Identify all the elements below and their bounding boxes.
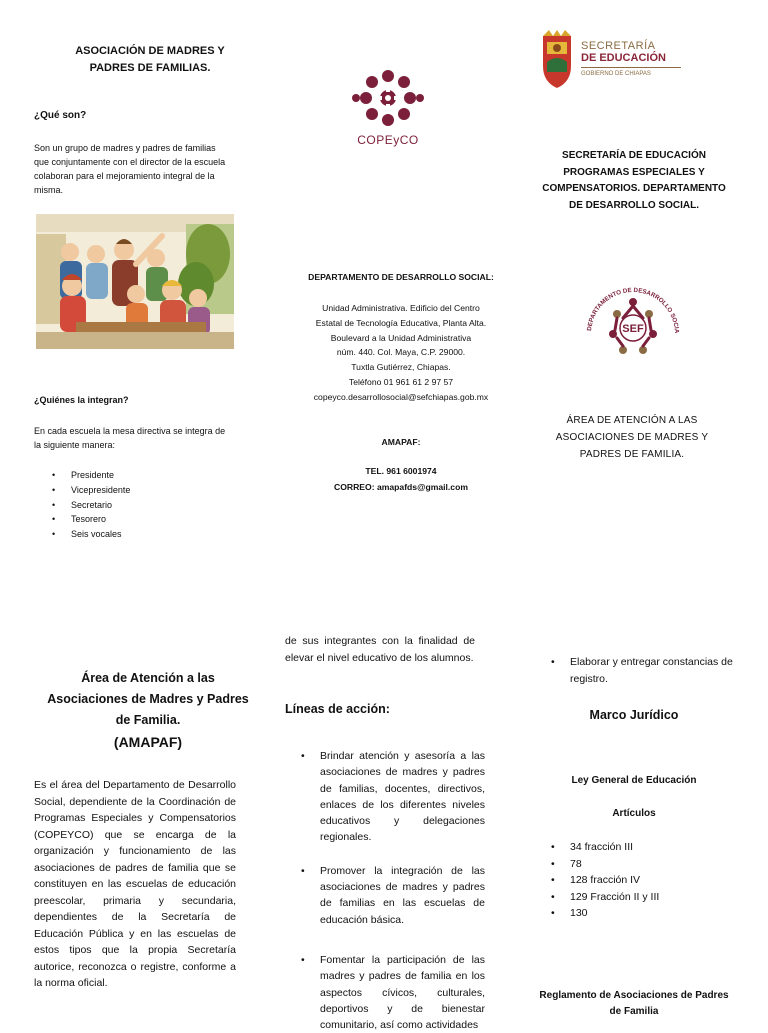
sef-logo-line2: DE EDUCACIÓN — [581, 52, 666, 64]
address-line: Boulevard a la Unidad Administrativa — [330, 332, 472, 343]
address-line: Tuxtla Gutiérrez, Chiapas. — [351, 362, 451, 373]
area-atencion-heading: ÁREA DE ATENCIÓN A LAS ASOCIACIONES DE MADRES Y PADRES DE FAMILIA. — [555, 415, 709, 460]
ley-heading: Ley General de Educación — [571, 775, 697, 786]
reglamento-heading: Reglamento de Asociaciones de Padres de Familia — [539, 990, 729, 1017]
sef-logo-line3: GOBIERNO DE CHIAPAS — [581, 67, 681, 78]
list-item: • Promover la integración de las asociaciones de madres y padres de familias en las escuelas de educación básica. — [285, 863, 485, 928]
address-line: núm. 440. Col. Maya, C.P. 29000. — [336, 347, 466, 358]
articulos-list — [535, 839, 735, 922]
list-item: • 130 — [535, 905, 735, 922]
sef-chiapas-logo — [537, 28, 677, 90]
marco-juridico-heading: Marco Jurídico — [589, 708, 679, 722]
lineas-accion-list — [285, 748, 485, 1033]
sef-logo-line1: SECRETARÍA — [581, 40, 656, 52]
sef-desarrollo-social-seal — [583, 284, 683, 372]
amapaf-acronym: (AMAPAF) — [113, 734, 183, 750]
sef-seal-label: SEF — [622, 323, 644, 335]
dept-heading: DEPARTAMENTO DE DESARROLLO SOCIAL: — [308, 272, 494, 282]
list-item: • Brindar atención y asesoría a las asociaciones de madres y padres de familias, docentes, directivos, enlaces de los diferentes niveles educativos y delegaciones regionales. — [285, 748, 485, 846]
amapaf-tel: TEL. 961 6001974 — [365, 466, 437, 476]
list-item: • Vicepresidente — [36, 483, 216, 498]
copeyco-logo — [348, 68, 428, 148]
continued-text: de sus integrantes con la finalidad de elevar el nivel educativo de los alumnos. — [285, 635, 475, 664]
copeyco-logo-text: COPEyCO — [357, 133, 419, 147]
list-item: • 78 — [535, 856, 735, 873]
lineas-accion-heading: Líneas de acción: — [285, 702, 390, 716]
phone: Teléfono 01 961 61 2 97 57 — [348, 376, 454, 387]
amapaf-label: AMAPAF: — [381, 437, 421, 447]
list-item: • Presidente — [36, 468, 216, 483]
list-item: • Elaborar y entregar constancias de registro. — [535, 654, 735, 687]
list-item: • Seis vocales — [36, 527, 216, 542]
address-block — [286, 301, 516, 405]
amapaf-description: Es el área del Departamento de Desarrollo Social, dependiente de la Coordinación de Programas Especiales y Compensatorios (COPEYCO) que se encarga de la organización y funcionamiento de las asociaciones de padres de familia que se constituyen en las escuelas de educación preescolar, primaria y secundaria, dependientes de la Secretaría de Educación Pública y en las escuelas de estos tipos que la propia Secretaría autorice, reconozca o registre, conforme a la norma oficial. — [34, 779, 236, 989]
list-item: • Secretario — [36, 498, 216, 513]
list-item: • Fomentar la participación de las madres y padres de familia en los aspectos cívicos, culturales, deportivos y de bienestar comunitario, así como actividades — [285, 952, 485, 1033]
list-item: • Tesorero — [36, 512, 216, 527]
parents-meeting-illustration — [36, 214, 234, 349]
que-son-heading: ¿Qué son? — [34, 110, 87, 121]
list-item: • 34 fracción III — [535, 839, 735, 856]
list-item: • 128 fracción IV — [535, 872, 735, 889]
list-item: • 129 Fracción II y III — [535, 889, 735, 906]
secretaria-heading: SECRETARÍA DE EDUCACIÓN PROGRAMAS ESPECIALES Y COMPENSATORIOS. DEPARTAMENTO DE DESARROLLO SOCIAL. — [542, 150, 726, 211]
members-list — [36, 468, 216, 542]
email: copeyco.desarrollosocial@sefchiapas.gob.mx — [313, 391, 489, 402]
amapaf-email: CORREO: amapafds@gmail.com — [334, 482, 468, 492]
funciones-list — [535, 654, 735, 687]
address-line: Estatal de Tecnología Educativa, Planta Alta. — [315, 317, 487, 328]
address-line: Unidad Administrativa. Edificio del Centro — [322, 303, 480, 313]
panel1-title: ASOCIACIÓN DE MADRES Y PADRES DE FAMILIAS. — [75, 45, 225, 74]
seal-arc-text: DEPARTAMENTO DE DESARROLLO SOCIA — [586, 286, 681, 334]
articulos-heading: Artículos — [612, 808, 656, 819]
quienes-text: En cada escuela la mesa directiva se integra de la siguiente manera: — [34, 426, 226, 450]
quienes-heading: ¿Quiénes la integran? — [34, 395, 129, 405]
amapaf-title: Área de Atención a las Asociaciones de Madres y Padres de Familia. — [47, 671, 249, 727]
que-son-text: Son un grupo de madres y padres de familias que conjuntamente con el director de la escuela colaboran para el mejoramiento integral de la misma. — [34, 143, 226, 195]
chiapas-shield-icon — [537, 28, 577, 90]
